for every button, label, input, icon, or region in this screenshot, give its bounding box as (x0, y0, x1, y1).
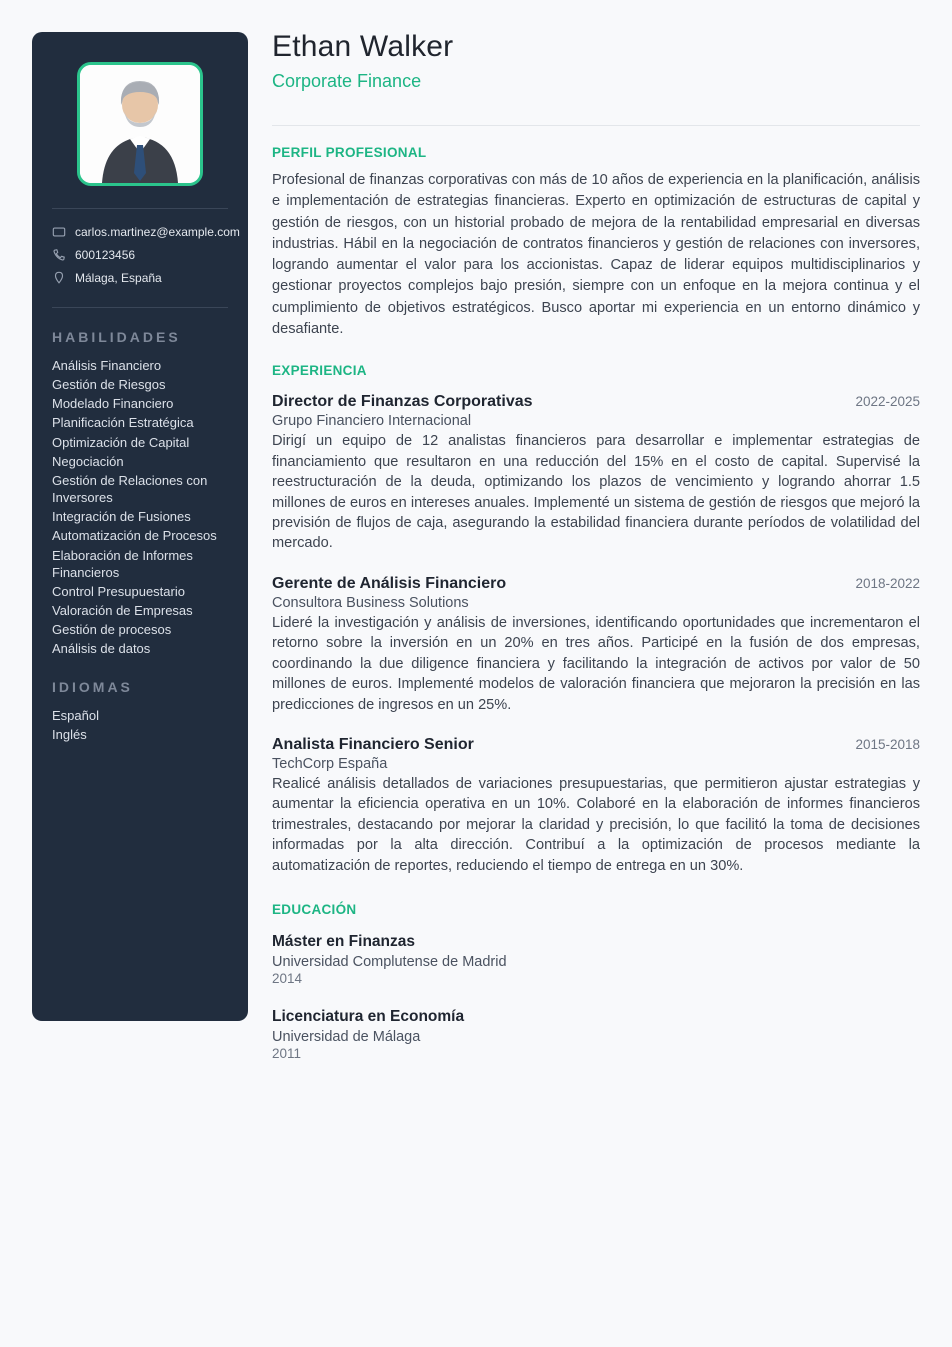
language-item: Español (52, 707, 99, 723)
skill-item: Gestión de Relaciones con Inversores (52, 472, 208, 506)
job-company: Grupo Financiero Internacional (272, 413, 472, 430)
job-title: Gerente de Análisis Financiero (272, 574, 507, 592)
sidebar-divider (52, 208, 228, 209)
degree-entry (272, 1008, 920, 1061)
degree-year: 2014 (272, 971, 303, 987)
job-description: Realicé análisis detallados de variaciones presupuestarias, que permitieron ajustar estrategias y aumentar la eficiencia operativa en un 10%. Colaboré en la elaboración de informes financieros trimestrales, destacando por mejorar la claridad y precisión, lo que facilitó la toma de decisiones informadas por la alta dirección. Contribuí a la optimización de procesos mediante la automatización de reportes, reduciendo el tiempo de entrega en un 30%. (272, 776, 920, 874)
languages-heading: IDIOMAS (52, 678, 133, 695)
languages-list (52, 707, 228, 743)
profile-photo (77, 62, 203, 186)
skill-item: Negociación (52, 453, 124, 469)
education-section-heading: EDUCACIÓN (272, 902, 357, 918)
job-title: Director de Finanzas Corporativas (272, 393, 533, 411)
job-entry (272, 393, 920, 554)
skill-item: Gestión de procesos (52, 622, 172, 638)
skill-item: Automatización de Procesos (52, 528, 217, 544)
job-entry (272, 575, 920, 715)
job-dates: 2018-2022 (855, 575, 920, 591)
candidate-title: Corporate Finance (272, 71, 422, 91)
skill-item: Análisis Financiero (52, 358, 162, 373)
contact-location-text: Málaga, España (75, 271, 162, 285)
profile-summary: Profesional de finanzas corporativas con más de 10 años de experiencia en la planificación, análisis e implementación de estrategias financieras. Experto en optimización de estructuras de capital y gestión de riesgos, con un historial probado de mejora de la rentabilidad empresarial en diversas industrias. Hábil en la negociación de contratos financieros y gestión de relaciones con inversores, logrando aumentar el valor para los accionistas. Capaz de liderar equipos multidisciplinarios y gestionar proyectos complejos bajo presión, siempre con un enfoque en la mejora continua y el cumplimiento de objetivos estratégicos. Busco aportar mi experiencia en un entorno dinámico y desafiante. (272, 172, 920, 338)
degree-institution: Universidad Complutense de Madrid (272, 954, 507, 971)
contact-phone (52, 248, 228, 262)
contact-location (52, 271, 228, 285)
skill-item: Planificación Estratégica (52, 415, 194, 431)
skill-item: Valoración de Empresas (52, 603, 193, 619)
degree-year: 2011 (272, 1046, 302, 1062)
skill-item: Optimización de Capital (52, 434, 190, 450)
email-icon (52, 225, 66, 239)
job-title: Analista Financiero Senior (272, 736, 474, 754)
contact-email (52, 225, 240, 239)
location-pin-icon (52, 271, 66, 285)
experience-section-heading: EXPERIENCIA (272, 363, 367, 379)
header-divider (272, 125, 920, 126)
degree-title: Máster en Finanzas (272, 933, 415, 951)
job-company: Consultora Business Solutions (272, 594, 469, 611)
job-header (272, 575, 920, 593)
skill-item: Elaboración de Informes Financieros (52, 547, 193, 580)
main-content (272, 30, 920, 1061)
language-item: Inglés (52, 726, 87, 742)
skill-item: Modelado Financiero (52, 396, 174, 412)
avatar-image (80, 65, 200, 183)
contact-list (52, 225, 240, 285)
contact-email-text: carlos.martinez@example.com (75, 225, 240, 239)
job-dates: 2022-2025 (855, 394, 920, 410)
candidate-name: Ethan Walker (272, 30, 454, 63)
skill-item: Gestión de Riesgos (52, 377, 166, 393)
job-dates: 2015-2018 (855, 737, 920, 753)
sidebar-divider (52, 307, 228, 308)
skill-item: Análisis de datos (52, 641, 151, 657)
contact-phone-text: 600123456 (75, 248, 136, 262)
phone-icon (52, 248, 66, 262)
job-header (272, 393, 920, 411)
job-header (272, 736, 920, 754)
job-description: Lideré la investigación y análisis de inversiones, identificando oportunidades que incrementaron el retorno sobre la inversión en un 20% en tres años. Participé en la fusión de dos empresas, coordinando la due diligence financiera y facilitando la integración de activos por valor de 50 millones de euros. Implementé modelos de valoración financiera que mejoraron la precisión en las predicciones de ingresos en un 25%. (272, 614, 920, 713)
skills-heading: HABILIDADES (52, 329, 181, 345)
degree-institution: Universidad de Málaga (272, 1029, 421, 1046)
sidebar (32, 32, 248, 1021)
skill-item: Integración de Fusiones (52, 509, 191, 525)
profile-section-heading: PERFIL PROFESIONAL (272, 145, 427, 160)
degree-title: Licenciatura en Economía (272, 1008, 465, 1026)
skill-item: Control Presupuestario (52, 583, 185, 599)
job-description: Dirigí un equipo de 12 analistas financieros para desarrollar e implementar estrategias de financiamiento que resultaron en una reducción del 15% en el costo de capital. Supervisé la reestructuración de la deuda, optimizando los plazos de vencimiento y logrando ahorrar 1.5 millones de euros en intereses anuales. Implementé un sistema de gestión de riesgos que mejoró la previsión de flujos de caja, asegurando la estabilidad financiera durante períodos de volatilidad del mercado. (272, 433, 920, 552)
job-company: TechCorp España (272, 756, 388, 773)
skills-list (52, 357, 228, 658)
job-entry (272, 736, 920, 876)
degree-entry (272, 933, 920, 986)
